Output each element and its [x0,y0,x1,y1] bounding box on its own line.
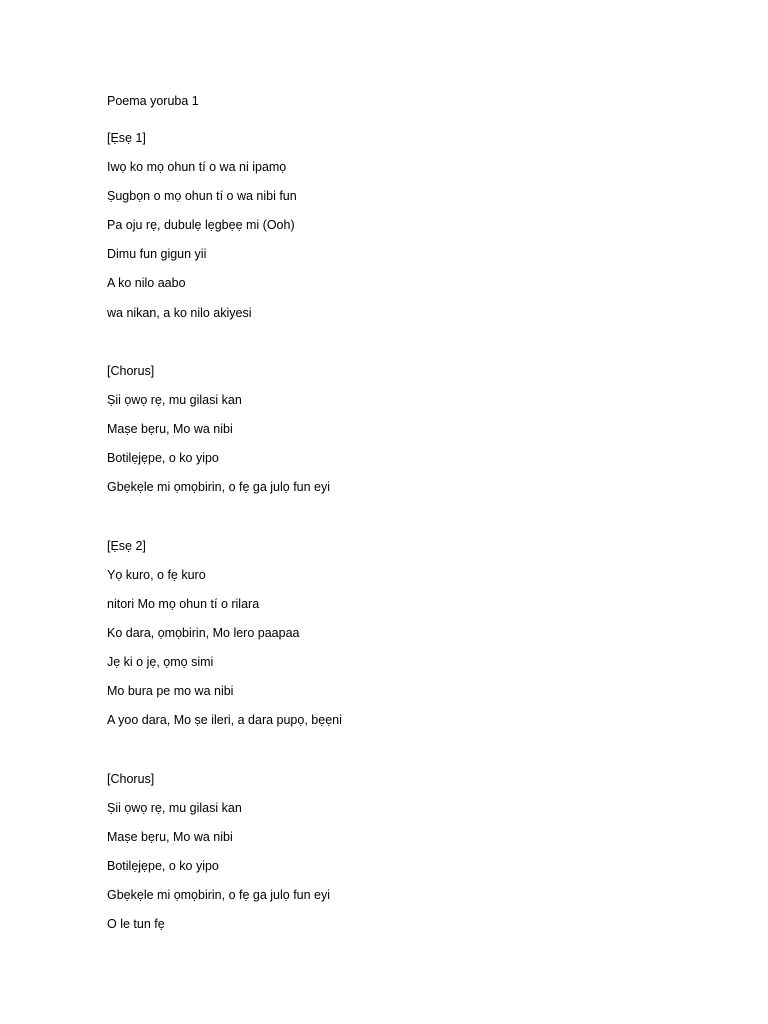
lyric-line: Jẹ ki o jẹ, ọmọ simi [107,655,214,669]
section-heading-verse-1: [Ẹsẹ 1] [107,131,146,145]
lyric-line: A yoo dara, Mo ṣe ileri, a dara pupọ, bẹẹni [107,713,342,727]
section-heading-chorus: [Chorus] [107,772,155,786]
lyric-line: nitori Mo mọ ohun tí o rilara [107,597,260,611]
section-heading-chorus: [Chorus] [107,364,155,378]
lyric-line: Gbẹkẹle mi ọmọbirin, o fẹ ga julọ fun eyi [107,480,331,494]
document-title: Poema yoruba 1 [107,94,199,108]
lyric-line: Botilẹjẹpe, o ko yipo [107,859,219,873]
lyric-line: Maṣe bẹru, Mo wa nibi [107,830,233,844]
lyric-line: Yọ kuro, o fẹ kuro [107,568,206,582]
lyric-line: Ṣii ọwọ rẹ, mu gilasi kan [107,801,242,815]
lyric-line: Mo bura pe mo wa nibi [107,684,234,698]
section-heading-verse-2: [Ẹsẹ 2] [107,539,146,553]
lyric-line: Ṣugbọn o mọ ohun tí o wa nibi fun [107,189,297,203]
lyric-line: Pa oju rẹ, dubulẹ lẹgbẹẹ mi (Ooh) [107,218,295,232]
lyric-line: Maṣe bẹru, Mo wa nibi [107,422,233,436]
lyric-line: Ṣii ọwọ rẹ, mu gilasi kan [107,393,242,407]
lyric-line: wa nikan, a ko nilo akiyesi [107,306,252,320]
lyric-line: Botilẹjẹpe, o ko yipo [107,451,219,465]
lyric-line: Dimu fun gigun yii [107,247,207,261]
lyric-line: Ko dara, ọmọbirin, Mo lero paapaa [107,626,300,640]
lyric-line: Gbẹkẹle mi ọmọbirin, o fẹ ga julọ fun eyi [107,888,331,902]
lyric-line: A ko nilo aabo [107,276,186,290]
lyric-line: Iwọ ko mọ ohun tí o wa ni ipamọ [107,160,287,174]
lyric-line: O le tun fẹ [107,917,165,931]
